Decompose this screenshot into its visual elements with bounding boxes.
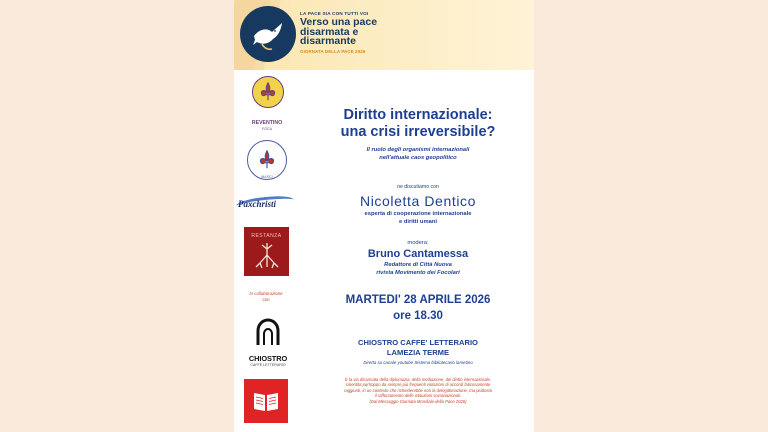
collab-line: In collaborazione	[249, 291, 283, 296]
dove-icon	[248, 14, 288, 54]
tree-roots-icon	[252, 241, 282, 269]
chiostro-title: CHIOSTRO	[248, 354, 288, 363]
moderator-label: modera:	[407, 240, 429, 246]
fleur-de-lis-icon	[257, 81, 279, 103]
guest-name: Nicoletta Dentico	[359, 193, 477, 209]
peace-day-banner	[234, 0, 534, 70]
event-venue	[306, 338, 530, 358]
collaboration-note	[234, 291, 298, 303]
quote-line: È la via disarmata della diplomazia, della mediazione, del diritto internazionale,	[345, 377, 491, 382]
stream-note: Diretta su canale youtube Sistema bibliotecario lametino	[363, 360, 473, 365]
venue-line: LAMEZIA TERME	[386, 348, 450, 357]
banner-kicker: LA PACE SIA CON TUTTI VOI	[300, 11, 369, 16]
open-book-icon	[251, 389, 281, 413]
collab-line: con	[262, 297, 270, 302]
event-title	[306, 107, 530, 141]
event-poster	[234, 0, 534, 432]
library-logo	[244, 379, 288, 423]
quote-line: smentita purtroppo da sempre più frequenti violazioni di accordi faticosamente	[345, 382, 491, 388]
guest-role-line: esperta di cooperazione internazionale	[364, 211, 472, 217]
moderator-role-line: rivista Movimento dei Focolari	[376, 269, 460, 276]
title-line: una crisi irreversibile?	[340, 124, 496, 140]
chiostro-subtitle: CAFFÈ LETTERARIO	[250, 363, 286, 367]
event-subtitle	[306, 147, 530, 162]
dove-logo	[240, 6, 296, 62]
banner-title	[300, 18, 410, 47]
quote-line: il rafforzamento delle istituzioni sovranazionali.	[374, 393, 462, 399]
banner-title-line: disarmante	[300, 35, 357, 47]
subtitle-line: Il ruolo degli organismi internazionali	[366, 147, 470, 153]
moderator-role	[306, 262, 530, 277]
guest-role-line: e diritti umani	[398, 218, 437, 225]
subtitle-line: nell'attuale caos geopolitico	[379, 154, 457, 161]
fleur-de-lis-icon	[256, 149, 278, 171]
speaker-intro: ne discutiamo con	[397, 184, 439, 190]
moderator-role-line: Redattore di Città Nuova	[384, 262, 452, 268]
restanza-text: RESTANZA	[251, 233, 282, 239]
arch-icon	[254, 318, 282, 346]
reventino-logo	[252, 76, 284, 108]
title-line: Diritto internazionale:	[343, 107, 493, 123]
event-time: ore 18.30	[393, 310, 443, 322]
paxchristi-text: Paxchristi	[238, 199, 277, 209]
paxchristi-logo	[234, 193, 298, 217]
banner-title-line: Verso una pace	[300, 16, 378, 28]
chiostro-logo	[248, 318, 288, 368]
restanza-logo	[244, 227, 289, 276]
event-datetime	[306, 292, 530, 324]
quote-line: raggiunti, in un contesto che richiederebbe non la delegittimazione, ma piuttosto	[343, 387, 493, 393]
guest-role	[306, 211, 530, 226]
peace-message-quote	[306, 377, 530, 404]
banner-title-line: disarmata e	[300, 25, 359, 38]
masci-logo	[247, 140, 287, 180]
masci-tiny: MASCI	[261, 175, 273, 179]
event-date: MARTEDI' 28 APRILE 2026	[345, 294, 491, 306]
moderator-name: Bruno Cantamessa	[367, 248, 469, 260]
quote-source: (Dal Messaggio Giornata Mondiale della Pace 2026)	[369, 398, 467, 404]
reventino-tiny: FOCA	[262, 127, 272, 131]
reventino-label: REVENTINO	[251, 120, 283, 126]
banner-subtitle: GIORNATA DELLA PACE 2026	[300, 49, 366, 54]
venue-line: CHIOSTRO CAFFE' LETTERARIO	[358, 338, 478, 347]
